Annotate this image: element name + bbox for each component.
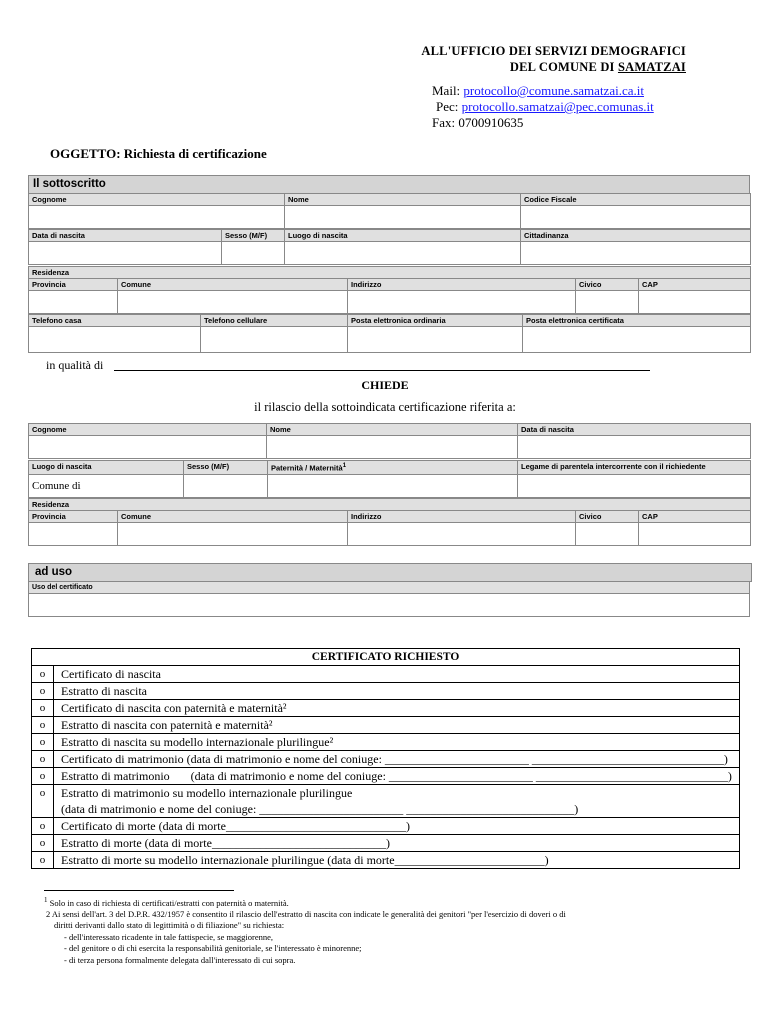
label-residenza: Residenza (29, 267, 751, 279)
footnote-2-item3: - di terza persona formalmente delegata dall'interessato di cui sopra. (64, 955, 296, 965)
addressee-city: SAMATZAI (617, 60, 686, 74)
field-cognome[interactable] (29, 206, 285, 229)
label-telefono-cellulare: Telefono cellulare (201, 315, 348, 327)
cert-checkbox-10[interactable]: o (32, 835, 54, 852)
label-telefono-casa: Telefono casa (29, 315, 201, 327)
label-rif-luogo-nascita: Luogo di nascita (29, 461, 184, 475)
label-rif-civico: Civico (576, 511, 639, 523)
footnote-1-text: Solo in caso di richiesta di certificati/estratti con paternità o maternità. (49, 897, 289, 908)
riferita-row1 (28, 423, 751, 459)
cert-item[interactable] (32, 717, 740, 734)
addressee-line1: ALL'UFFICIO DEI SERVIZI DEMOGRAFICI (421, 44, 686, 58)
field-cap[interactable] (639, 291, 751, 314)
field-rif-cognome[interactable] (29, 436, 267, 459)
cert-checkbox-3[interactable]: o (32, 700, 54, 717)
cert-checkbox-6[interactable]: o (32, 751, 54, 768)
in-qualita-field[interactable] (114, 370, 650, 371)
chiede-heading: CHIEDE (361, 378, 409, 392)
cert-label-6: Certificato di matrimonio (data di matrimonio e nome del coniuge: ________________________ ________________________________) (54, 751, 740, 768)
certificate-table (31, 648, 740, 869)
cert-checkbox-5[interactable]: o (32, 734, 54, 751)
certificate-table-title: CERTIFICATO RICHIESTO (32, 649, 740, 666)
cert-checkbox-1[interactable]: o (32, 666, 54, 683)
field-email[interactable] (348, 327, 523, 353)
addressee-prefix: DEL COMUNE DI (509, 60, 618, 74)
field-rif-comune[interactable] (118, 523, 348, 546)
cert-label-8-line2: (data di matrimonio e nome del coniuge: ________________________ ____________________________) (61, 802, 579, 816)
field-rif-civico[interactable] (576, 523, 639, 546)
label-civico: Civico (576, 279, 639, 291)
footnote-2-item1: - dell'interessato ricadente in tale fattispecie, se maggiorenne, (64, 932, 273, 942)
label-rif-indirizzo: Indirizzo (348, 511, 576, 523)
field-rif-paternita[interactable] (268, 474, 518, 497)
cert-checkbox-8[interactable]: o (32, 785, 54, 818)
cert-checkbox-9[interactable]: o (32, 818, 54, 835)
field-telefono-casa[interactable] (29, 327, 201, 353)
label-rif-provincia: Provincia (29, 511, 118, 523)
label-rif-sesso: Sesso (M/F) (184, 461, 268, 475)
cert-item[interactable] (32, 734, 740, 751)
field-uso-certificato[interactable] (29, 594, 750, 617)
pec-line (436, 99, 654, 115)
mail-label: Mail: (432, 83, 464, 98)
label-sesso: Sesso (M/F) (222, 230, 285, 242)
section-ad-uso-title: ad uso (28, 563, 752, 582)
label-pec: Posta elettronica certificata (523, 315, 751, 327)
addressee-line2 (510, 60, 686, 75)
label-luogo-nascita: Luogo di nascita (285, 230, 521, 242)
footnote-2: 2 Ai sensi dell'art. 3 del D.P.R. 432/1957 è consentito il rilascio dell'estratto di nascita con indicate le generalità dei genitori "per l'esercizio di doveri o di (46, 909, 566, 919)
riferita-row3 (28, 498, 751, 546)
cert-label-3: Certificato di nascita con paternità e maternità² (54, 700, 740, 717)
ad-uso-table (28, 581, 750, 617)
field-pec[interactable] (523, 327, 751, 353)
field-rif-nome[interactable] (267, 436, 518, 459)
label-rif-cap: CAP (639, 511, 751, 523)
footnote-1-number: 1 (44, 896, 48, 904)
label-nome: Nome (285, 194, 521, 206)
cert-label-7: Estratto di matrimonio (data di matrimonio e nome del coniuge: ________________________ ________________________________) (54, 768, 740, 785)
cert-item[interactable] (32, 785, 740, 818)
field-rif-cap[interactable] (639, 523, 751, 546)
cert-item[interactable] (32, 818, 740, 835)
cert-item[interactable] (32, 700, 740, 717)
field-luogo-nascita[interactable] (285, 242, 521, 265)
field-cittadinanza[interactable] (521, 242, 751, 265)
label-uso-certificato: Uso del certificato (29, 582, 750, 594)
sottoscritto-row1 (28, 193, 751, 229)
field-rif-provincia[interactable] (29, 523, 118, 546)
field-indirizzo[interactable] (348, 291, 576, 314)
in-qualita-label: in qualità di (46, 358, 104, 372)
label-rif-nome: Nome (267, 424, 518, 436)
mail-line (432, 83, 644, 99)
field-rif-data-nascita[interactable] (518, 436, 751, 459)
label-provincia: Provincia (29, 279, 118, 291)
label-cognome: Cognome (29, 194, 285, 206)
riferita-row2 (28, 460, 751, 498)
cert-item[interactable] (32, 683, 740, 700)
cert-item[interactable] (32, 852, 740, 869)
cert-label-8 (54, 785, 740, 818)
sottoscritto-row2 (28, 229, 751, 265)
field-rif-indirizzo[interactable] (348, 523, 576, 546)
label-indirizzo: Indirizzo (348, 279, 576, 291)
field-telefono-cellulare[interactable] (201, 327, 348, 353)
cert-checkbox-4[interactable]: o (32, 717, 54, 734)
cert-checkbox-7[interactable]: o (32, 768, 54, 785)
label-rif-data-nascita: Data di nascita (518, 424, 751, 436)
cert-label-8-line1: Estratto di matrimonio su modello internazionale plurilingue (61, 786, 353, 800)
footnote-ref-1: 1 (342, 463, 347, 469)
cert-label-9: Certificato di morte (data di morte______________________________) (54, 818, 740, 835)
footnote-separator (44, 890, 234, 891)
fax-line: Fax: 0700910635 (432, 115, 524, 130)
cert-label-1: Certificato di nascita (54, 666, 740, 683)
label-rif-paternita-text: Paternità / Maternità (271, 463, 343, 473)
cert-label-10: Estratto di morte (data di morte_____________________________) (54, 835, 740, 852)
field-rif-legame[interactable] (518, 474, 751, 497)
rilascio-text: il rilascio della sottoindicata certificazione riferita a: (254, 400, 516, 414)
cert-label-4: Estratto di nascita con paternità e maternità² (54, 717, 740, 734)
label-cap: CAP (639, 279, 751, 291)
label-rif-cognome: Cognome (29, 424, 267, 436)
label-cittadinanza: Cittadinanza (521, 230, 751, 242)
field-sesso[interactable] (222, 242, 285, 265)
cert-item[interactable] (32, 751, 740, 768)
label-rif-paternita (268, 461, 518, 475)
field-codice-fiscale[interactable] (521, 206, 751, 229)
cert-item[interactable] (32, 666, 740, 683)
field-nome[interactable] (285, 206, 521, 229)
field-provincia[interactable] (29, 291, 118, 314)
cert-item[interactable] (32, 768, 740, 785)
comune-di-prefix: Comune di (32, 479, 81, 492)
mail-link[interactable]: protocollo@comune.samatzai.ca.it (463, 83, 644, 98)
field-rif-luogo-nascita[interactable] (29, 474, 184, 497)
cert-label-11: Estratto di morte su modello internazionale plurilingue (data di morte_________________________) (54, 852, 740, 869)
pec-label: Pec: (436, 99, 462, 114)
footnote-1 (44, 895, 289, 909)
footnote-2b: diritti derivanti dallo stato di legittimità o di filiazione" su richiesta: (54, 920, 285, 930)
label-rif-residenza: Residenza (29, 499, 751, 511)
cert-label-2: Estratto di nascita (54, 683, 740, 700)
footnote-2-item2: - del genitore o di chi esercita la responsabilità genitoriale, se l'interessato è minorenne; (64, 943, 362, 953)
subject-line: OGGETTO: Richiesta di certificazione (50, 146, 267, 161)
label-rif-comune: Comune (118, 511, 348, 523)
cert-label-5: Estratto di nascita su modello internazionale plurilingue² (54, 734, 740, 751)
label-comune: Comune (118, 279, 348, 291)
field-comune[interactable] (118, 291, 348, 314)
field-rif-sesso[interactable] (184, 474, 268, 497)
pec-link[interactable]: protocollo.samatzai@pec.comunas.it (461, 99, 654, 114)
cert-checkbox-11[interactable]: o (32, 852, 54, 869)
label-email: Posta elettronica ordinaria (348, 315, 523, 327)
cert-checkbox-2[interactable]: o (32, 683, 54, 700)
label-data-nascita: Data di nascita (29, 230, 222, 242)
label-codice-fiscale: Codice Fiscale (521, 194, 751, 206)
label-rif-legame: Legame di parentela intercorrente con il richiedente (518, 461, 751, 475)
field-civico[interactable] (576, 291, 639, 314)
field-data-nascita[interactable] (29, 242, 222, 265)
section-sottoscritto-title: Il sottoscritto (28, 175, 750, 194)
cert-item[interactable] (32, 835, 740, 852)
sottoscritto-row3 (28, 266, 751, 314)
sottoscritto-row4 (28, 314, 751, 353)
